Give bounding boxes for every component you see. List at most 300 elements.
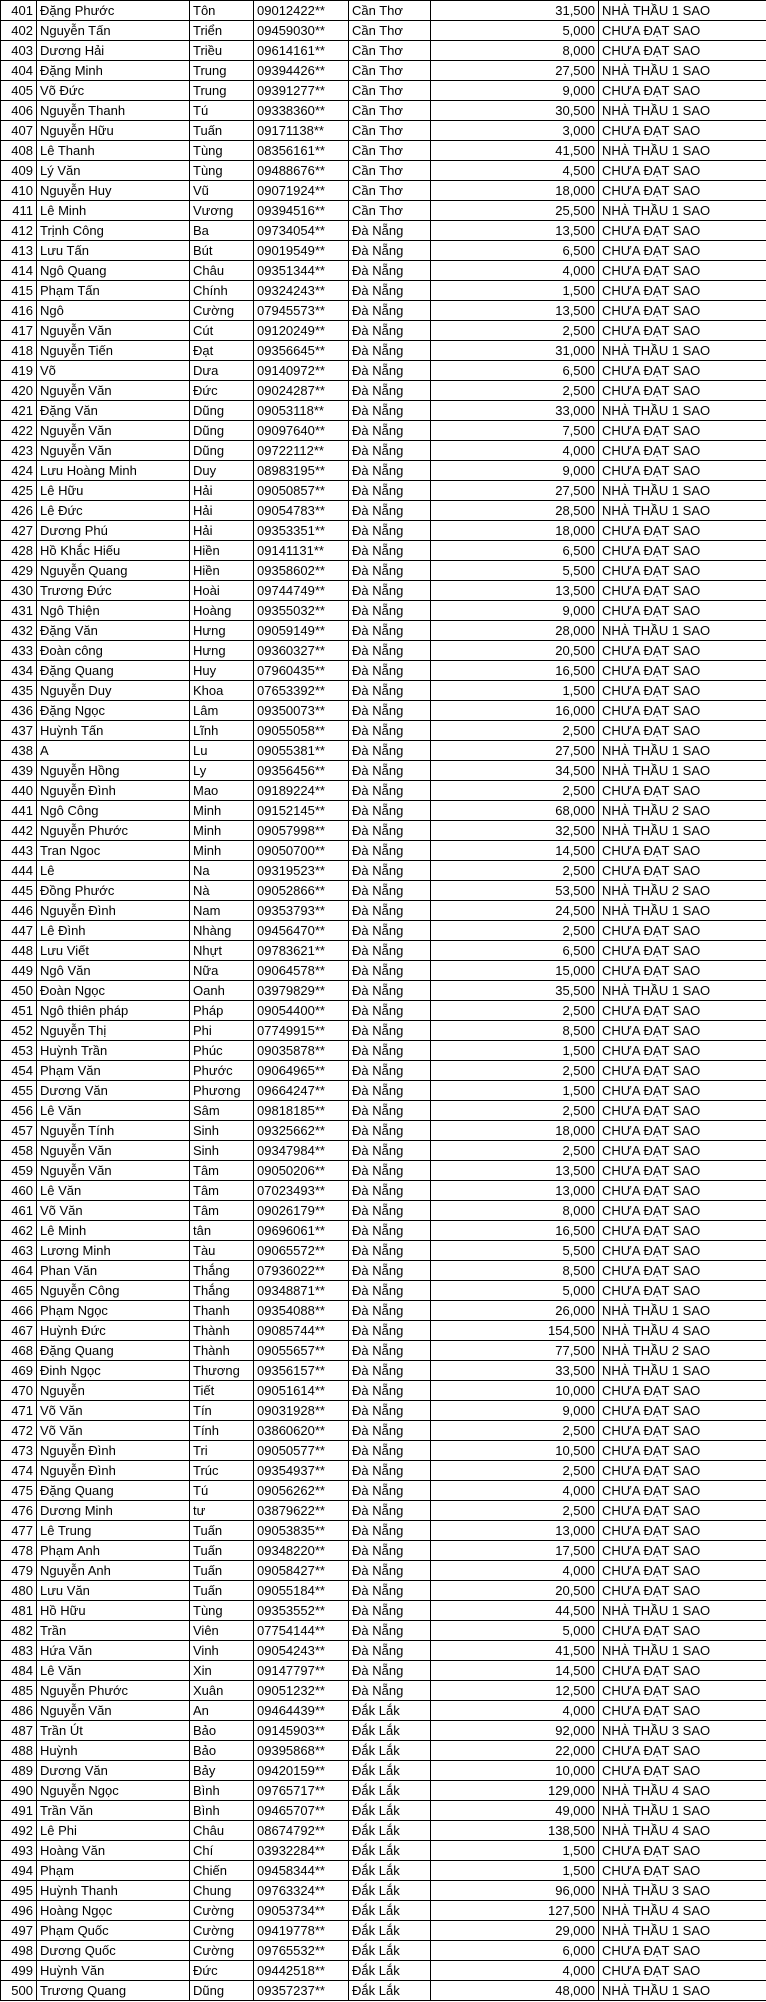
points-cell: 16,500 <box>431 1221 599 1241</box>
province-cell: Đà Nẵng <box>349 1261 431 1281</box>
given-name-cell: Tùng <box>190 141 254 161</box>
given-name-cell: Na <box>190 861 254 881</box>
rank-cell: CHƯA ĐẠT SAO <box>599 1181 766 1201</box>
surname-cell: Dương Minh <box>37 1501 190 1521</box>
province-cell: Đà Nẵng <box>349 881 431 901</box>
province-cell: Cần Thơ <box>349 81 431 101</box>
points-cell: 13,500 <box>431 1161 599 1181</box>
province-cell: Đắk Lắk <box>349 1921 431 1941</box>
table-row <box>1 1681 766 1701</box>
surname-cell: Huỳnh Thanh <box>37 1881 190 1901</box>
table-row <box>1 1021 766 1041</box>
province-cell: Đà Nẵng <box>349 1461 431 1481</box>
surname-cell: Nguyễn Văn <box>37 321 190 341</box>
phone-cell: 09031928** <box>254 1401 349 1421</box>
province-cell: Đà Nẵng <box>349 1641 431 1661</box>
given-name-cell: Hiền <box>190 561 254 581</box>
rank-cell: NHÀ THẦU 4 SAO <box>599 1781 766 1801</box>
surname-cell: Lê <box>37 861 190 881</box>
phone-cell: 09189224** <box>254 781 349 801</box>
rank-cell: NHÀ THẦU 1 SAO <box>599 1601 766 1621</box>
given-name-cell: Ba <box>190 221 254 241</box>
table-row <box>1 541 766 561</box>
province-cell: Đà Nẵng <box>349 1401 431 1421</box>
province-cell: Đà Nẵng <box>349 1541 431 1561</box>
given-name-cell: Minh <box>190 841 254 861</box>
row-number-cell: 453 <box>1 1041 37 1061</box>
phone-cell: 07936022** <box>254 1261 349 1281</box>
given-name-cell: Sinh <box>190 1121 254 1141</box>
given-name-cell: Hưng <box>190 621 254 641</box>
given-name-cell: Hải <box>190 481 254 501</box>
row-number-cell: 493 <box>1 1841 37 1861</box>
row-number-cell: 450 <box>1 981 37 1001</box>
table-row <box>1 981 766 1001</box>
given-name-cell: Dũng <box>190 1981 254 2001</box>
row-number-cell: 478 <box>1 1541 37 1561</box>
rank-cell: NHÀ THẦU 1 SAO <box>599 1921 766 1941</box>
row-number-cell: 441 <box>1 801 37 821</box>
points-cell: 13,500 <box>431 221 599 241</box>
rank-cell: CHƯA ĐẠT SAO <box>599 1381 766 1401</box>
points-cell: 31,500 <box>431 1 599 21</box>
table-row <box>1 1321 766 1341</box>
surname-cell: Tran Ngoc <box>37 841 190 861</box>
row-number-cell: 404 <box>1 61 37 81</box>
points-cell: 30,500 <box>431 101 599 121</box>
phone-cell: 09064578** <box>254 961 349 981</box>
rank-cell: NHÀ THẦU 1 SAO <box>599 821 766 841</box>
table-row <box>1 1441 766 1461</box>
rank-cell: NHÀ THẦU 1 SAO <box>599 761 766 781</box>
points-cell: 4,500 <box>431 161 599 181</box>
province-cell: Đà Nẵng <box>349 1181 431 1201</box>
points-cell: 33,000 <box>431 401 599 421</box>
province-cell: Đà Nẵng <box>349 461 431 481</box>
row-number-cell: 491 <box>1 1801 37 1821</box>
row-number-cell: 473 <box>1 1441 37 1461</box>
phone-cell: 09783621** <box>254 941 349 961</box>
surname-cell: Ngô Công <box>37 801 190 821</box>
phone-cell: 09614161** <box>254 41 349 61</box>
phone-cell: 07960435** <box>254 661 349 681</box>
phone-cell: 09145903** <box>254 1721 349 1741</box>
table-row <box>1 141 766 161</box>
given-name-cell: Nhựt <box>190 941 254 961</box>
given-name-cell: Bình <box>190 1801 254 1821</box>
points-cell: 20,500 <box>431 1581 599 1601</box>
given-name-cell: Nữa <box>190 961 254 981</box>
surname-cell: Nguyễn Tính <box>37 1121 190 1141</box>
surname-cell: Đặng Ngọc <box>37 701 190 721</box>
given-name-cell: Tuấn <box>190 1561 254 1581</box>
surname-cell: Võ Văn <box>37 1401 190 1421</box>
phone-cell: 09152145** <box>254 801 349 821</box>
province-cell: Đà Nẵng <box>349 1141 431 1161</box>
province-cell: Đà Nẵng <box>349 861 431 881</box>
province-cell: Đắk Lắk <box>349 1821 431 1841</box>
province-cell: Đà Nẵng <box>349 1501 431 1521</box>
points-cell: 4,000 <box>431 1701 599 1721</box>
province-cell: Đà Nẵng <box>349 621 431 641</box>
phone-cell: 09065572** <box>254 1241 349 1261</box>
phone-cell: 09120249** <box>254 321 349 341</box>
province-cell: Đắk Lắk <box>349 1801 431 1821</box>
table-row <box>1 41 766 61</box>
points-cell: 13,500 <box>431 581 599 601</box>
table-row <box>1 901 766 921</box>
rank-cell: CHƯA ĐẠT SAO <box>599 681 766 701</box>
surname-cell: Nguyễn Văn <box>37 1161 190 1181</box>
rank-cell: CHƯA ĐẠT SAO <box>599 1501 766 1521</box>
row-number-cell: 460 <box>1 1181 37 1201</box>
points-cell: 4,000 <box>431 441 599 461</box>
row-number-cell: 454 <box>1 1061 37 1081</box>
province-cell: Đà Nẵng <box>349 941 431 961</box>
points-cell: 154,500 <box>431 1321 599 1341</box>
table-row <box>1 1481 766 1501</box>
table-row <box>1 1301 766 1321</box>
points-cell: 2,500 <box>431 1421 599 1441</box>
phone-cell: 09324243** <box>254 281 349 301</box>
province-cell: Đắk Lắk <box>349 1721 431 1741</box>
rank-cell: CHƯA ĐẠT SAO <box>599 1081 766 1101</box>
points-cell: 96,000 <box>431 1881 599 1901</box>
given-name-cell: Tùng <box>190 161 254 181</box>
row-number-cell: 474 <box>1 1461 37 1481</box>
table-row <box>1 1501 766 1521</box>
table-row <box>1 1421 766 1441</box>
phone-cell: 09085744** <box>254 1321 349 1341</box>
surname-cell: Nguyễn Duy <box>37 681 190 701</box>
points-cell: 9,000 <box>431 461 599 481</box>
row-number-cell: 487 <box>1 1721 37 1741</box>
surname-cell: Lưu Văn <box>37 1581 190 1601</box>
surname-cell: Ngô Văn <box>37 961 190 981</box>
given-name-cell: Hoài <box>190 581 254 601</box>
row-number-cell: 452 <box>1 1021 37 1041</box>
row-number-cell: 406 <box>1 101 37 121</box>
given-name-cell: Tri <box>190 1441 254 1461</box>
row-number-cell: 484 <box>1 1661 37 1681</box>
surname-cell: Hoàng Ngọc <box>37 1901 190 1921</box>
rank-cell: CHƯA ĐẠT SAO <box>599 1861 766 1881</box>
surname-cell: Dương Văn <box>37 1761 190 1781</box>
table-row <box>1 1381 766 1401</box>
points-cell: 6,500 <box>431 241 599 261</box>
table-row <box>1 661 766 681</box>
phone-cell: 09419778** <box>254 1921 349 1941</box>
province-cell: Đắk Lắk <box>349 1741 431 1761</box>
rank-cell: CHƯA ĐẠT SAO <box>599 1621 766 1641</box>
surname-cell: Trịnh Công <box>37 221 190 241</box>
rank-cell: CHƯA ĐẠT SAO <box>599 41 766 61</box>
given-name-cell: Đức <box>190 381 254 401</box>
row-number-cell: 479 <box>1 1561 37 1581</box>
rank-cell: CHƯA ĐẠT SAO <box>599 1001 766 1021</box>
phone-cell: 09019549** <box>254 241 349 261</box>
surname-cell: Phan Văn <box>37 1261 190 1281</box>
points-cell: 14,500 <box>431 841 599 861</box>
given-name-cell: Châu <box>190 1821 254 1841</box>
row-number-cell: 435 <box>1 681 37 701</box>
points-cell: 127,500 <box>431 1901 599 1921</box>
row-number-cell: 423 <box>1 441 37 461</box>
phone-cell: 09722112** <box>254 441 349 461</box>
phone-cell: 09035878** <box>254 1041 349 1061</box>
province-cell: Đà Nẵng <box>349 261 431 281</box>
phone-cell: 08674792** <box>254 1821 349 1841</box>
province-cell: Đà Nẵng <box>349 681 431 701</box>
rank-cell: CHƯA ĐẠT SAO <box>599 221 766 241</box>
table-row <box>1 621 766 641</box>
province-cell: Đà Nẵng <box>349 921 431 941</box>
points-cell: 16,500 <box>431 661 599 681</box>
table-row <box>1 1901 766 1921</box>
surname-cell: Lê Phi <box>37 1821 190 1841</box>
row-number-cell: 492 <box>1 1821 37 1841</box>
given-name-cell: Đức <box>190 1961 254 1981</box>
table-row <box>1 241 766 261</box>
row-number-cell: 415 <box>1 281 37 301</box>
given-name-cell: Tuấn <box>190 1541 254 1561</box>
phone-cell: 09464439** <box>254 1701 349 1721</box>
rank-cell: CHƯA ĐẠT SAO <box>599 421 766 441</box>
given-name-cell: Cút <box>190 321 254 341</box>
rank-cell: CHƯA ĐẠT SAO <box>599 1581 766 1601</box>
surname-cell: Trần Văn <box>37 1801 190 1821</box>
points-cell: 31,000 <box>431 341 599 361</box>
phone-cell: 09356456** <box>254 761 349 781</box>
province-cell: Đà Nẵng <box>349 821 431 841</box>
table-row <box>1 1061 766 1081</box>
province-cell: Đà Nẵng <box>349 1021 431 1041</box>
table-row <box>1 1721 766 1741</box>
province-cell: Đà Nẵng <box>349 601 431 621</box>
rank-cell: CHƯA ĐẠT SAO <box>599 321 766 341</box>
given-name-cell: Triển <box>190 21 254 41</box>
province-cell: Đà Nẵng <box>349 1601 431 1621</box>
given-name-cell: Ly <box>190 761 254 781</box>
points-cell: 53,500 <box>431 881 599 901</box>
phone-cell: 09055657** <box>254 1341 349 1361</box>
row-number-cell: 411 <box>1 201 37 221</box>
points-cell: 2,500 <box>431 721 599 741</box>
table-row <box>1 801 766 821</box>
table-row <box>1 1141 766 1161</box>
phone-cell: 09420159** <box>254 1761 349 1781</box>
points-cell: 17,500 <box>431 1541 599 1561</box>
province-cell: Cần Thơ <box>349 201 431 221</box>
given-name-cell: Dũng <box>190 441 254 461</box>
province-cell: Đà Nẵng <box>349 661 431 681</box>
phone-cell: 09171138** <box>254 121 349 141</box>
given-name-cell: Phương <box>190 1081 254 1101</box>
phone-cell: 09319523** <box>254 861 349 881</box>
phone-cell: 09394426** <box>254 61 349 81</box>
points-cell: 4,000 <box>431 1561 599 1581</box>
surname-cell: Phạm Tấn <box>37 281 190 301</box>
phone-cell: 08356161** <box>254 141 349 161</box>
phone-cell: 09147797** <box>254 1661 349 1681</box>
province-cell: Đà Nẵng <box>349 701 431 721</box>
given-name-cell: Nà <box>190 881 254 901</box>
province-cell: Đắk Lắk <box>349 1941 431 1961</box>
given-name-cell: Tính <box>190 1421 254 1441</box>
table-row <box>1 1261 766 1281</box>
points-cell: 2,500 <box>431 861 599 881</box>
row-number-cell: 443 <box>1 841 37 861</box>
points-cell: 16,000 <box>431 701 599 721</box>
given-name-cell: Tôn <box>190 1 254 21</box>
row-number-cell: 410 <box>1 181 37 201</box>
surname-cell: Phạm <box>37 1861 190 1881</box>
rank-cell: CHƯA ĐẠT SAO <box>599 1961 766 1981</box>
rank-cell: CHƯA ĐẠT SAO <box>599 21 766 41</box>
phone-cell: 09458344** <box>254 1861 349 1881</box>
phone-cell: 09350073** <box>254 701 349 721</box>
rank-cell: NHÀ THẦU 1 SAO <box>599 1361 766 1381</box>
province-cell: Đà Nẵng <box>349 381 431 401</box>
row-number-cell: 428 <box>1 541 37 561</box>
province-cell: Đà Nẵng <box>349 1441 431 1461</box>
given-name-cell: Thanh <box>190 1301 254 1321</box>
given-name-cell: Tâm <box>190 1161 254 1181</box>
given-name-cell: Chính <box>190 281 254 301</box>
province-cell: Đà Nẵng <box>349 221 431 241</box>
rank-cell: CHƯA ĐẠT SAO <box>599 1561 766 1581</box>
given-name-cell: Dưa <box>190 361 254 381</box>
surname-cell: Đoàn Ngọc <box>37 981 190 1001</box>
table-row <box>1 1241 766 1261</box>
rank-cell: NHÀ THẦU 1 SAO <box>599 901 766 921</box>
points-cell: 9,000 <box>431 1401 599 1421</box>
surname-cell: Lưu Tấn <box>37 241 190 261</box>
surname-cell: Đặng Quang <box>37 1481 190 1501</box>
table-row <box>1 301 766 321</box>
surname-cell: Huỳnh <box>37 1741 190 1761</box>
rank-cell: CHƯA ĐẠT SAO <box>599 461 766 481</box>
province-cell: Đà Nẵng <box>349 1061 431 1081</box>
given-name-cell: Tín <box>190 1401 254 1421</box>
province-cell: Đà Nẵng <box>349 1621 431 1641</box>
table-row <box>1 1121 766 1141</box>
given-name-cell: Minh <box>190 801 254 821</box>
surname-cell: Đặng Minh <box>37 61 190 81</box>
table-row <box>1 581 766 601</box>
table-row <box>1 1921 766 1941</box>
rank-cell: CHƯA ĐẠT SAO <box>599 721 766 741</box>
rank-cell: CHƯA ĐẠT SAO <box>599 601 766 621</box>
surname-cell: Nguyễn Hồng <box>37 761 190 781</box>
surname-cell: Nguyễn Ngọc <box>37 1781 190 1801</box>
table-row <box>1 181 766 201</box>
province-cell: Đà Nẵng <box>349 301 431 321</box>
province-cell: Đà Nẵng <box>349 1421 431 1441</box>
given-name-cell: Sinh <box>190 1141 254 1161</box>
given-name-cell: Tâm <box>190 1201 254 1221</box>
phone-cell: 09818185** <box>254 1101 349 1121</box>
rank-cell: CHƯA ĐẠT SAO <box>599 1161 766 1181</box>
province-cell: Đà Nẵng <box>349 641 431 661</box>
surname-cell: Ngô Quang <box>37 261 190 281</box>
province-cell: Đà Nẵng <box>349 1001 431 1021</box>
province-cell: Đắk Lắk <box>349 1961 431 1981</box>
given-name-cell: Sâm <box>190 1101 254 1121</box>
rank-cell: CHƯA ĐẠT SAO <box>599 1141 766 1161</box>
given-name-cell: Phước <box>190 1061 254 1081</box>
surname-cell: Nguyễn Văn <box>37 1141 190 1161</box>
rank-cell: NHÀ THẦU 1 SAO <box>599 981 766 1001</box>
phone-cell: 09338360** <box>254 101 349 121</box>
surname-cell: Nguyễn Đình <box>37 1441 190 1461</box>
surname-cell: Đinh Ngọc <box>37 1361 190 1381</box>
rank-cell: CHƯA ĐẠT SAO <box>599 441 766 461</box>
row-number-cell: 401 <box>1 1 37 21</box>
province-cell: Đà Nẵng <box>349 1561 431 1581</box>
table-row <box>1 221 766 241</box>
table-row <box>1 1781 766 1801</box>
row-number-cell: 436 <box>1 701 37 721</box>
table-row <box>1 101 766 121</box>
given-name-cell: Thành <box>190 1341 254 1361</box>
rank-cell: CHƯA ĐẠT SAO <box>599 1221 766 1241</box>
surname-cell: Nguyễn Quang <box>37 561 190 581</box>
phone-cell: 09351344** <box>254 261 349 281</box>
rank-cell: CHƯA ĐẠT SAO <box>599 1741 766 1761</box>
rank-cell: NHÀ THẦU 4 SAO <box>599 1901 766 1921</box>
province-cell: Đắk Lắk <box>349 1981 431 2001</box>
points-cell: 34,500 <box>431 761 599 781</box>
given-name-cell: Tuấn <box>190 1581 254 1601</box>
surname-cell: Lê Thanh <box>37 141 190 161</box>
given-name-cell: Bảy <box>190 1761 254 1781</box>
row-number-cell: 426 <box>1 501 37 521</box>
rank-cell: CHƯA ĐẠT SAO <box>599 561 766 581</box>
surname-cell: Phạm Văn <box>37 1061 190 1081</box>
phone-cell: 09348220** <box>254 1541 349 1561</box>
table-row <box>1 1081 766 1101</box>
table-row <box>1 1621 766 1641</box>
surname-cell: Đồng Phước <box>37 881 190 901</box>
rank-cell: NHÀ THẦU 1 SAO <box>599 1301 766 1321</box>
phone-cell: 09055381** <box>254 741 349 761</box>
table-row <box>1 1101 766 1121</box>
given-name-cell: Tú <box>190 1481 254 1501</box>
row-number-cell: 467 <box>1 1321 37 1341</box>
rank-cell: CHƯA ĐẠT SAO <box>599 961 766 981</box>
points-cell: 2,500 <box>431 1141 599 1161</box>
table-row <box>1 561 766 581</box>
row-number-cell: 496 <box>1 1901 37 1921</box>
given-name-cell: Hải <box>190 501 254 521</box>
points-cell: 33,500 <box>431 1361 599 1381</box>
rank-cell: CHƯA ĐẠT SAO <box>599 121 766 141</box>
given-name-cell: Đạt <box>190 341 254 361</box>
province-cell: Đà Nẵng <box>349 1481 431 1501</box>
table-row <box>1 1741 766 1761</box>
table-row <box>1 1761 766 1781</box>
row-number-cell: 494 <box>1 1861 37 1881</box>
phone-cell: 09053118** <box>254 401 349 421</box>
province-cell: Đà Nẵng <box>349 1361 431 1381</box>
row-number-cell: 471 <box>1 1401 37 1421</box>
rank-cell: CHƯA ĐẠT SAO <box>599 1201 766 1221</box>
table-row <box>1 501 766 521</box>
row-number-cell: 408 <box>1 141 37 161</box>
points-cell: 8,000 <box>431 41 599 61</box>
row-number-cell: 457 <box>1 1121 37 1141</box>
